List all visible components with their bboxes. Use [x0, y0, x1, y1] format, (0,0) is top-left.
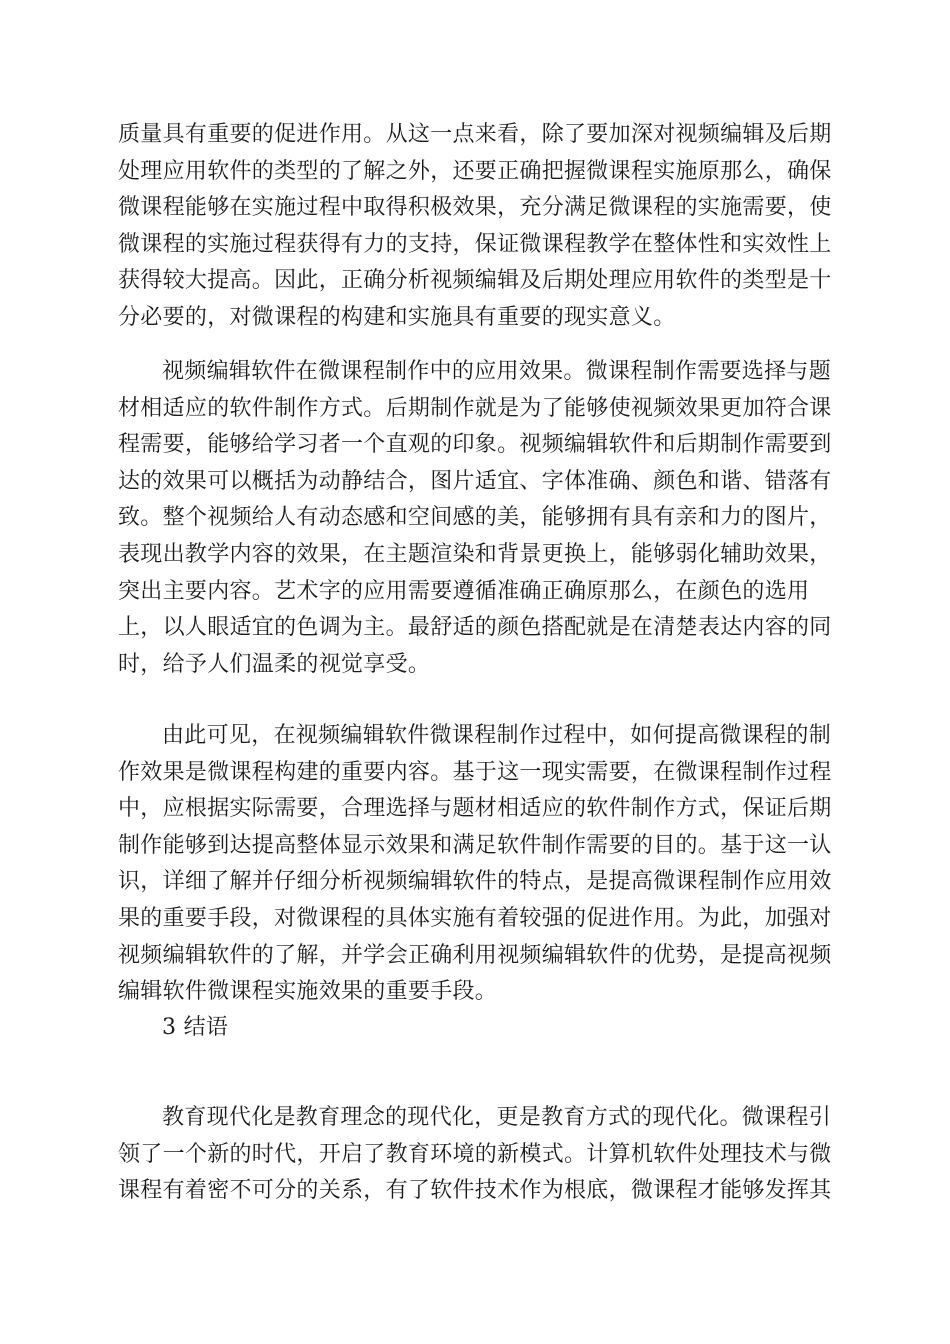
text-line: 制作能够到达提高整体显示效果和满足软件制作需要的目的。基于这一认 [118, 832, 832, 858]
text-line: 教育现代化是教育理念的现代化，更是教育方式的现代化。微课程引 [162, 1105, 832, 1130]
text-line: 质量具有重要的促进作用。从这一点来看，除了要加深对视频编辑及后期 [118, 122, 832, 147]
paragraph [118, 354, 838, 683]
paragraph [118, 117, 838, 337]
text-line: 课程有着密不可分的关系，有了软件技术作为根底，微课程才能够发挥其 [118, 1178, 832, 1204]
text-line: 达的效果可以概括为动静结合，图片适宜、字体准确、颜色和谐、错落有 [118, 468, 832, 494]
paragraph [118, 718, 838, 1011]
paragraph [118, 1100, 838, 1210]
text-line: 突出主要内容。艺术字的应用需要遵循准确正确原那么，在颜色的选用 [118, 578, 810, 604]
section-heading [118, 1010, 838, 1047]
text-line: 果的重要手段，对微课程的具体实施有着较强的促进作用。为此，加强对 [118, 905, 832, 931]
text-line: 表现出教学内容的效果，在主题渲染和背景更换上，能够弱化辅助效果， [118, 541, 832, 567]
text-line: 获得较大提高。因此，正确分析视频编辑及后期处理应用软件的类型是十 [118, 268, 832, 294]
text-line: 时，给予人们温柔的视觉享受。 [118, 651, 431, 677]
text-line: 微课程的实施过程获得有力的支持，保证微课程教学在整体性和实效性上 [118, 231, 832, 257]
text-line: 材相适应的软件制作方式。后期制作就是为了能够使视频效果更加符合课 [118, 395, 832, 421]
text-line: 视频编辑软件在微课程制作中的应用效果。微课程制作需要选择与题 [162, 359, 832, 384]
text-line: 微课程能够在实施过程中取得积极效果，充分满足微课程的实施需要，使 [118, 195, 832, 221]
text-line: 致。整个视频给人有动态感和空间感的美，能够拥有具有亲和力的图片， [118, 505, 832, 531]
text-line: 领了一个新的时代，开启了教育环境的新模式。计算机软件处理技术与微 [118, 1141, 832, 1167]
text-line: 编辑软件微课程实施效果的重要手段。 [118, 979, 498, 1005]
text-line: 中，应根据实际需要，合理选择与题材相适应的软件制作方式，保证后期 [118, 796, 832, 822]
text-line: 分必要的，对微课程的构建和实施具有重要的现实意义。 [118, 304, 676, 330]
text-line: 识，详细了解并仔细分析视频编辑软件的特点，是提高微课程制作应用效 [118, 869, 832, 895]
text-line: 视频编辑软件的了解，并学会正确利用视频编辑软件的优势，是提高视频 [118, 942, 832, 968]
text-line: 处理应用软件的类型的了解之外，还要正确把握微课程实施原那么，确保 [118, 158, 832, 184]
text-line: 由此可见，在视频编辑软件微课程制作过程中，如何提高微课程的制 [162, 723, 832, 748]
text-line: 程需要，能够给学习者一个直观的印象。视频编辑软件和后期制作需要到 [118, 432, 832, 458]
text-line: 作效果是微课程构建的重要内容。基于这一现实需要，在微课程制作过程 [118, 759, 832, 785]
section-heading-text: 3 结语 [162, 1015, 229, 1040]
text-line: 上，以人眼适宜的色调为主。最舒适的颜色搭配就是在清楚表达内容的同 [118, 615, 832, 641]
